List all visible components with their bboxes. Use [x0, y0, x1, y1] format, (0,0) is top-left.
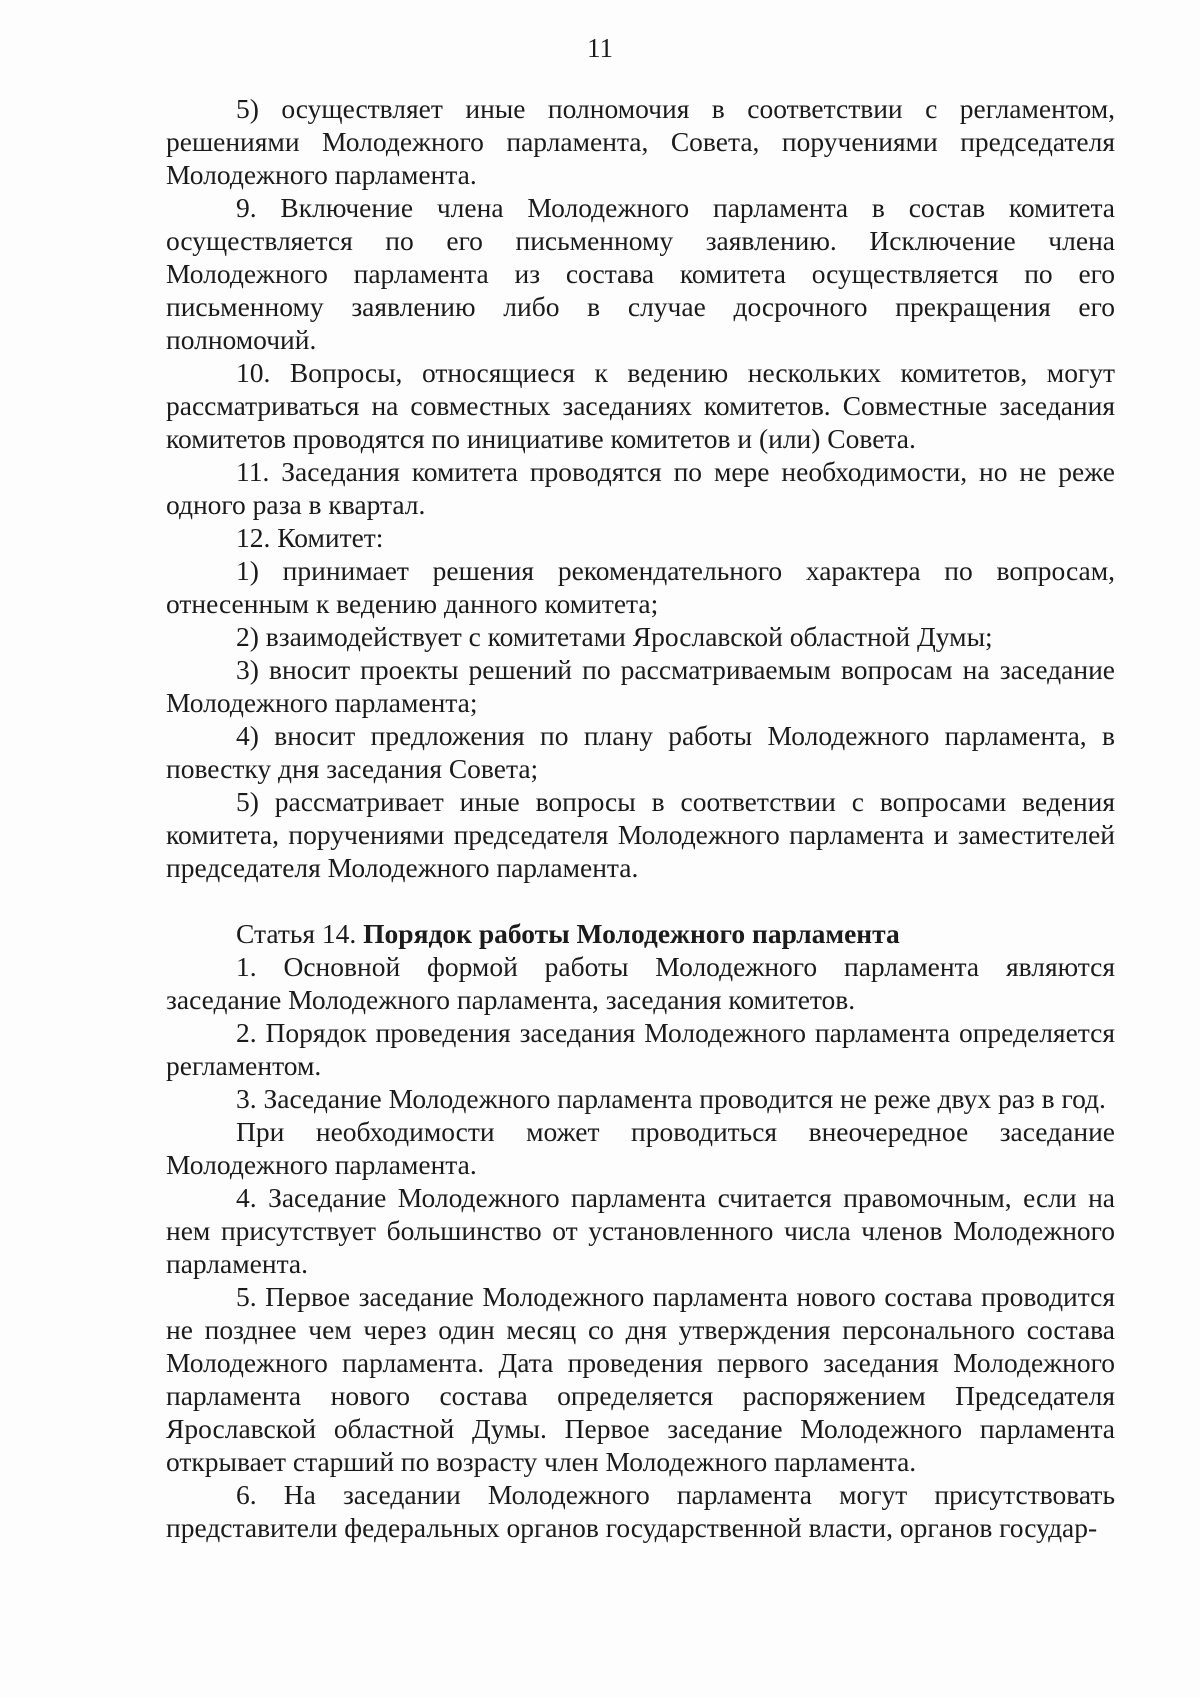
- paragraph: 4) вносит предложения по плану работы Молодежного парламента, в повестку дня заседания Совета;: [166, 720, 1115, 784]
- article-number: Статья 14.: [236, 918, 357, 949]
- paragraph: 5) осуществляет иные полномочия в соответствии с регламентом, решениями Молодежного парламента, Совета, поручениями председателя Молодежного парламента.: [166, 93, 1115, 190]
- paragraph: 9. Включение члена Молодежного парламента в состав комитета осуществляется по его письменному заявлению. Исключение члена Молодежного парламента из состава комитета осуществляется по его письменному заявлению либо в случае досрочного прекращения его полномочий.: [166, 192, 1115, 355]
- paragraph: 11. Заседания комитета проводятся по мере необходимости, но не реже одного раза в квартал.: [166, 456, 1115, 520]
- paragraph: 6. На заседании Молодежного парламента могут присутствовать представители федеральных органов государственной власти, органов государ-: [166, 1479, 1115, 1543]
- paragraph: 1) принимает решения рекомендательного характера по вопросам, отнесенным к ведению данного комитета;: [166, 555, 1115, 619]
- paragraph: 10. Вопросы, относящиеся к ведению нескольких комитетов, могут рассматриваться на совместных заседаниях комитетов. Совместные заседания комитетов проводятся по инициативе комитетов и (или) Совета.: [166, 357, 1115, 454]
- section-gap: [166, 884, 1115, 917]
- paragraph: 5) рассматривает иные вопросы в соответствии с вопросами ведения комитета, поручениями председателя Молодежного парламента и заместителей председателя Молодежного парламента.: [166, 786, 1115, 883]
- page-number: 11: [587, 33, 613, 63]
- paragraph: 5. Первое заседание Молодежного парламента нового состава проводится не позднее чем через один месяц со дня утверждения персонального состава Молодежного парламента. Дата проведения первого заседания Молодежного парламента нового состава определяется распоряжением Председателя Ярославской областной Думы. Первое заседание Молодежного парламента открывает старший по возрасту член Молодежного парламента.: [166, 1281, 1115, 1477]
- document-body: [166, 92, 1115, 1544]
- paragraph: 1. Основной формой работы Молодежного парламента являются заседание Молодежного парламента, заседания комитетов.: [166, 951, 1115, 1015]
- paragraph: 2) взаимодействует с комитетами Ярославской областной Думы;: [236, 621, 993, 652]
- paragraph: При необходимости может проводиться внеочередное заседание Молодежного парламента.: [166, 1116, 1115, 1180]
- paragraph: 4. Заседание Молодежного парламента считается правомочным, если на нем присутствует большинство от установленного числа членов Молодежного парламента.: [166, 1182, 1115, 1279]
- article-title: Порядок работы Молодежного парламента: [363, 918, 900, 949]
- paragraph: 12. Комитет:: [236, 522, 384, 553]
- paragraph: 2. Порядок проведения заседания Молодежного парламента определяется регламентом.: [166, 1017, 1115, 1081]
- paragraph: 3) вносит проекты решений по рассматриваемым вопросам на заседание Молодежного парламента;: [166, 654, 1115, 718]
- paragraph: 3. Заседание Молодежного парламента проводится не реже двух раз в год.: [236, 1083, 1106, 1114]
- article-heading: [166, 917, 1115, 950]
